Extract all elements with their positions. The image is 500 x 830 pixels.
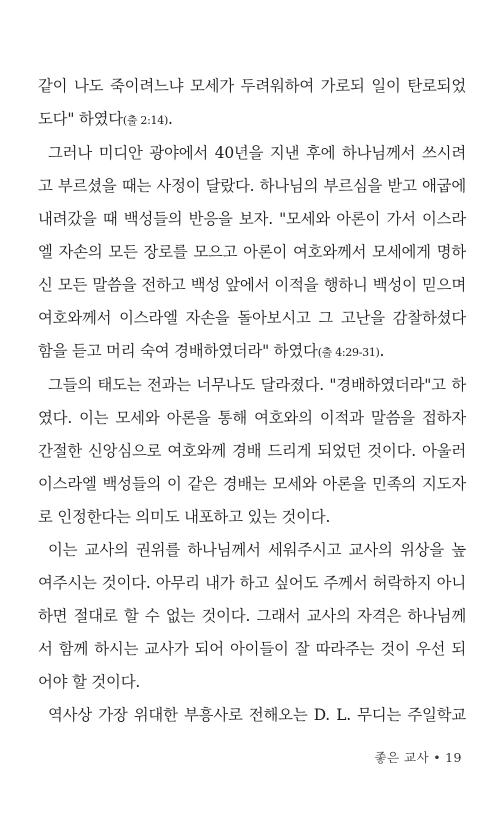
- text-line: 도다" 하였다(출 2:14).: [38, 110, 173, 128]
- text-line: 였다. 이는 모세와 아론을 통해 여호와의 이적과 말씀을 접하자: [38, 409, 466, 427]
- scripture-citation: (출 2:14): [122, 114, 168, 127]
- page-number: 19: [445, 750, 462, 765]
- text-line: 함을 듣고 머리 숙여 경배하였더라" 하였다(출 4:29-31).: [38, 342, 385, 360]
- paragraph-first-line: 그들의 태도는 전과는 너무나도 달라졌다. "경배하였더라"고 하: [48, 376, 466, 394]
- text-line: 여호와께서 이스라엘 자손을 돌아보시고 그 고난을 감찰하셨다: [38, 309, 466, 327]
- text-line: 이스라엘 백성들의 이 같은 경배는 모세와 아론을 민족의 지도자: [38, 475, 466, 493]
- text-line: 고 부르셨을 때는 사정이 달랐다. 하나님의 부르심을 받고 애굽에: [38, 177, 466, 195]
- text-line: 내려갔을 때 백성들의 반응을 보자. "모세와 아론이 가서 이스라: [38, 210, 466, 228]
- text-line: 로 인정한다는 의미도 내포하고 있는 것이다.: [38, 508, 331, 526]
- text-line: 같이 나도 죽이려느냐 모세가 두려워하여 가로되 일이 탄로되었: [38, 77, 466, 95]
- text-line: 여주시는 것이다. 아무리 내가 하고 싶어도 주께서 허락하지 아니: [38, 574, 466, 592]
- paragraph-first-line: 역사상 가장 위대한 부흥사로 전해오는 D. L. 무디는 주일학교: [48, 706, 466, 724]
- text-line: 신 모든 말씀을 전하고 백성 앞에서 이적을 행하니 백성이 믿으며: [38, 276, 466, 294]
- page-body: [38, 70, 466, 732]
- text-line: 엘 자손의 모든 장로를 모으고 아론이 여호와께서 모세에게 명하: [38, 243, 466, 261]
- paragraph-first-line: 이는 교사의 권위를 하나님께서 세워주시고 교사의 위상을 높: [48, 541, 466, 559]
- footer-separator: •: [433, 750, 442, 765]
- text-line: 간절한 신앙심으로 여호와께 경배 드리게 되었던 것이다. 아울러: [38, 442, 466, 460]
- text-line: 서 함께 하시는 교사가 되어 아이들이 잘 따라주는 것이 우선 되: [38, 640, 466, 658]
- text-line: 하면 절대로 할 수 없는 것이다. 그래서 교사의 자격은 하나님께: [38, 607, 466, 625]
- paragraph-first-line: 그러나 미디안 광야에서 40년을 지낸 후에 하나님께서 쓰시려: [48, 144, 466, 162]
- text-line: 어야 할 것이다.: [38, 673, 141, 691]
- page-footer: [374, 748, 462, 766]
- scripture-citation: (출 4:29-31): [317, 346, 380, 359]
- book-title: 좋은 교사: [374, 750, 430, 765]
